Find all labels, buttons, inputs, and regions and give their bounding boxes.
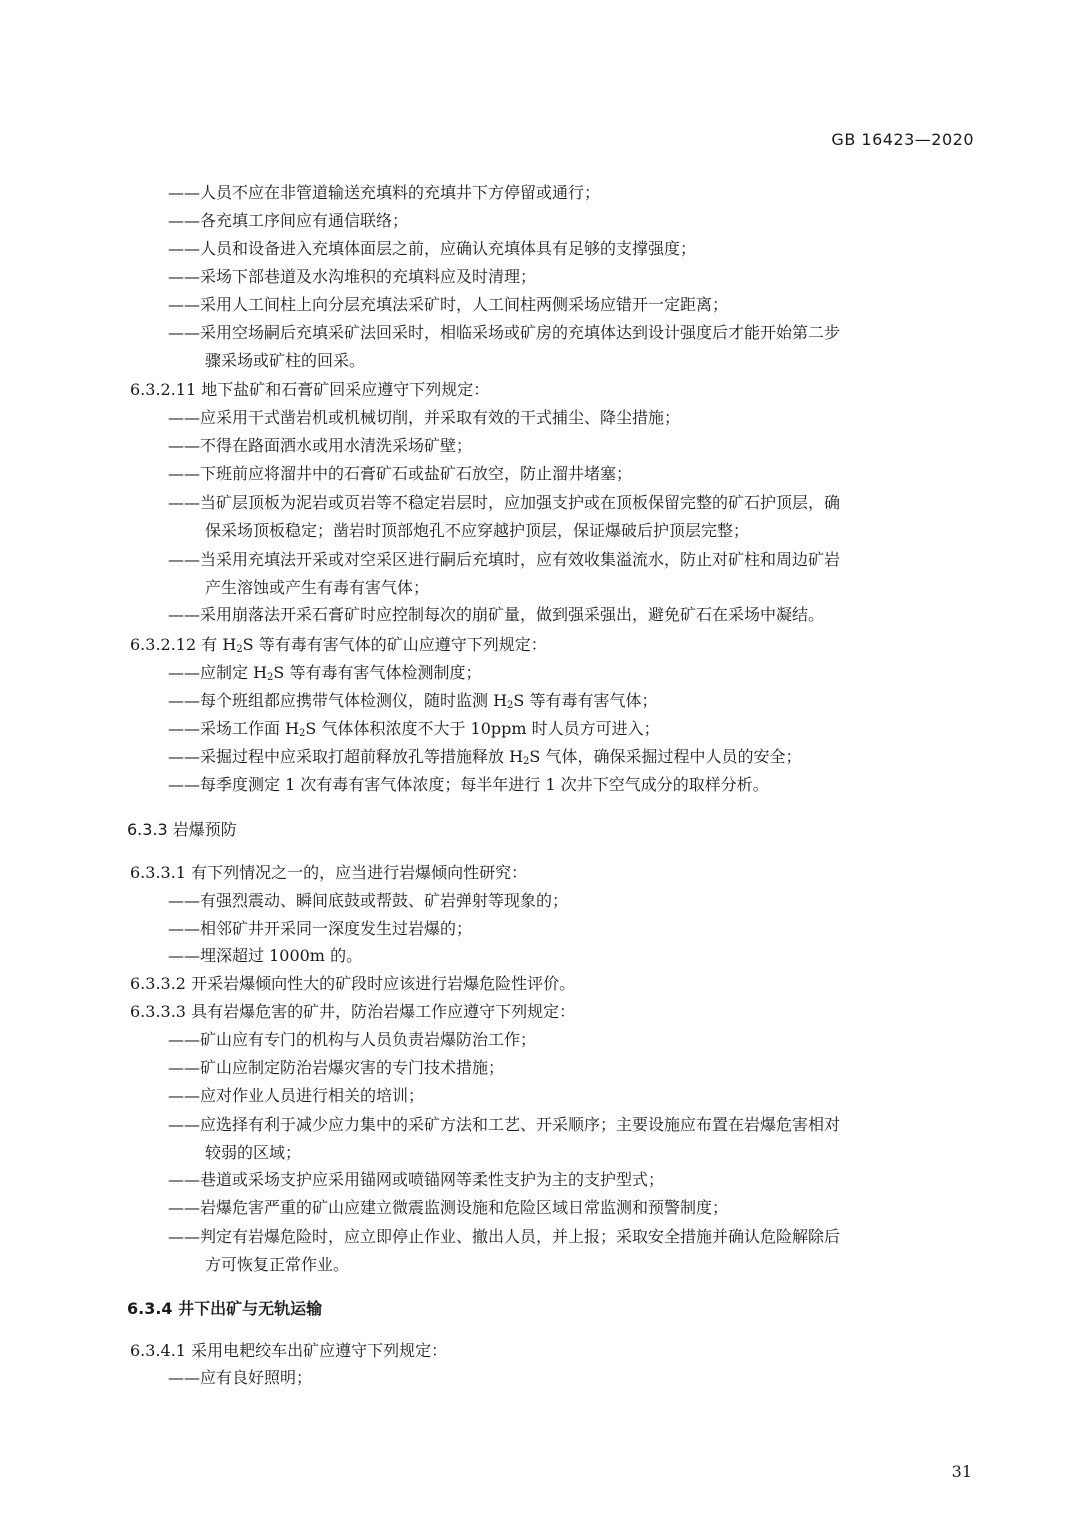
list-item: ——判定有岩爆危险时，应立即停止作业、撤出人员，并上报；采取安全措施并确认危险解除后 [168,1227,841,1246]
clause-6-3-2-11: 6.3.2.11 地下盐矿和石膏矿回采应遵守下列规定： [130,380,490,399]
text-part: S 等有毒有害气体； [513,691,658,710]
text-part: S 气体体积浓度不大于 10ppm 时人员方可进入； [305,719,660,738]
page-number: 31 [951,1462,972,1481]
text-part: S 气体，确保采掘过程中人员的安全； [529,747,802,766]
subscript: 2 [236,644,243,655]
list-item: ——每季度测定 1 次有毒有害气体浓度；每半年进行 1 次井下空气成分的取样分析。 [168,775,769,794]
list-item: ——不得在路面洒水或用水清洗采场矿壁； [168,436,473,455]
text-part: S 等有毒有害气体的矿山应遵守下列规定： [242,635,547,654]
text-part: ——每个班组都应携带气体检测仪，随时监测 H [168,691,508,710]
clause-6-3-3-3: 6.3.3.3 具有岩爆危害的矿井，防治岩爆工作应遵守下列规定： [130,1002,576,1021]
text-part: 6.3.2.12 有 H [130,635,237,654]
list-item [168,719,660,739]
subscript: 2 [267,672,274,683]
list-item: ——应对作业人员进行相关的培训； [168,1086,425,1105]
subscript: 2 [299,728,306,739]
text-part: ——采场工作面 H [168,719,300,738]
section-heading-6-3-3: 6.3.3 岩爆预防 [127,820,237,839]
list-item-continuation: 保采场顶板稳定；凿岩时顶部炮孔不应穿越护顶层，保证爆破后护顶层完整； [205,521,750,540]
list-item-continuation: 方可恢复正常作业。 [205,1255,350,1274]
list-item: ——采用崩落法开采石膏矿时应控制每次的崩矿量，做到强采强出，避免矿石在采场中凝结。 [168,605,825,624]
list-item-continuation: 较弱的区域； [205,1143,302,1162]
list-item: ——矿山应有专门的机构与人员负责岩爆防治工作； [168,1030,537,1049]
list-item: ——应有良好照明； [168,1368,313,1387]
list-item: ——巷道或采场支护应采用锚网或喷锚网等柔性支护为主的支护型式； [168,1170,665,1189]
clause-6-3-4-1: 6.3.4.1 采用电耙绞车出矿应遵守下列规定： [130,1341,448,1360]
subscript: 2 [523,756,530,767]
clause-6-3-3-1: 6.3.3.1 有下列情况之一的，应当进行岩爆倾向性研究： [130,863,528,882]
text-part: ——应制定 H [168,663,268,682]
subscript: 2 [507,700,514,711]
section-heading-6-3-4: 6.3.4 井下出矿与无轨运输 [127,1299,323,1318]
list-item: ——各充填工序间应有通信联络； [168,211,409,230]
list-item: ——当矿层顶板为泥岩或页岩等不稳定岩层时，应加强支护或在顶板保留完整的矿石护顶层，确 [168,493,841,512]
text-part: ——采掘过程中应采取打超前释放孔等措施释放 H [168,747,524,766]
list-item: ——埋深超过 1000m 的。 [168,946,363,965]
list-item: ——下班前应将溜井中的石膏矿石或盐矿石放空，防止溜井堵塞； [168,464,633,483]
standard-code: GB 16423—2020 [831,130,974,149]
list-item: ——应采用干式凿岩机或机械切削，并采取有效的干式捕尘、降尘措施； [168,408,681,427]
list-item: ——人员和设备进入充填体面层之前，应确认充填体具有足够的支撑强度； [168,239,697,258]
list-item [168,747,801,767]
text-part: S 等有毒有害气体检测制度； [273,663,482,682]
list-item: ——应选择有利于减少应力集中的采矿方法和工艺、开采顺序；主要设施应布置在岩爆危害相对 [168,1115,841,1134]
clause-6-3-2-12 [130,635,547,655]
list-item: ——采用空场嗣后充填采矿法回采时，相临采场或矿房的充填体达到设计强度后才能开始第二步 [168,323,841,342]
list-item: ——采用人工间柱上向分层充填法采矿时，人工间柱两侧采场应错开一定距离； [168,295,729,314]
list-item [168,691,657,711]
list-item: ——相邻矿井开采同一深度发生过岩爆的； [168,919,473,938]
list-item [168,663,481,683]
list-item: ——矿山应制定防治岩爆灾害的专门技术措施； [168,1058,505,1077]
list-item: ——采场下部巷道及水沟堆积的充填料应及时清理； [168,267,537,286]
list-item: ——有强烈震动、瞬间底鼓或帮鼓、矿岩弹射等现象的； [168,891,569,910]
list-item: ——人员不应在非管道输送充填料的充填井下方停留或通行； [168,183,601,202]
list-item-continuation: 产生溶蚀或产生有毒有害气体； [205,578,430,597]
list-item: ——岩爆危害严重的矿山应建立微震监测设施和危险区域日常监测和预警制度； [168,1198,729,1217]
clause-6-3-3-2: 6.3.3.2 开采岩爆倾向性大的矿段时应该进行岩爆危险性评价。 [130,974,576,993]
list-item-continuation: 骤采场或矿柱的回采。 [205,351,366,370]
list-item: ——当采用充填法开采或对空采区进行嗣后充填时，应有效收集溢流水，防止对矿柱和周边矿岩 [168,550,841,569]
